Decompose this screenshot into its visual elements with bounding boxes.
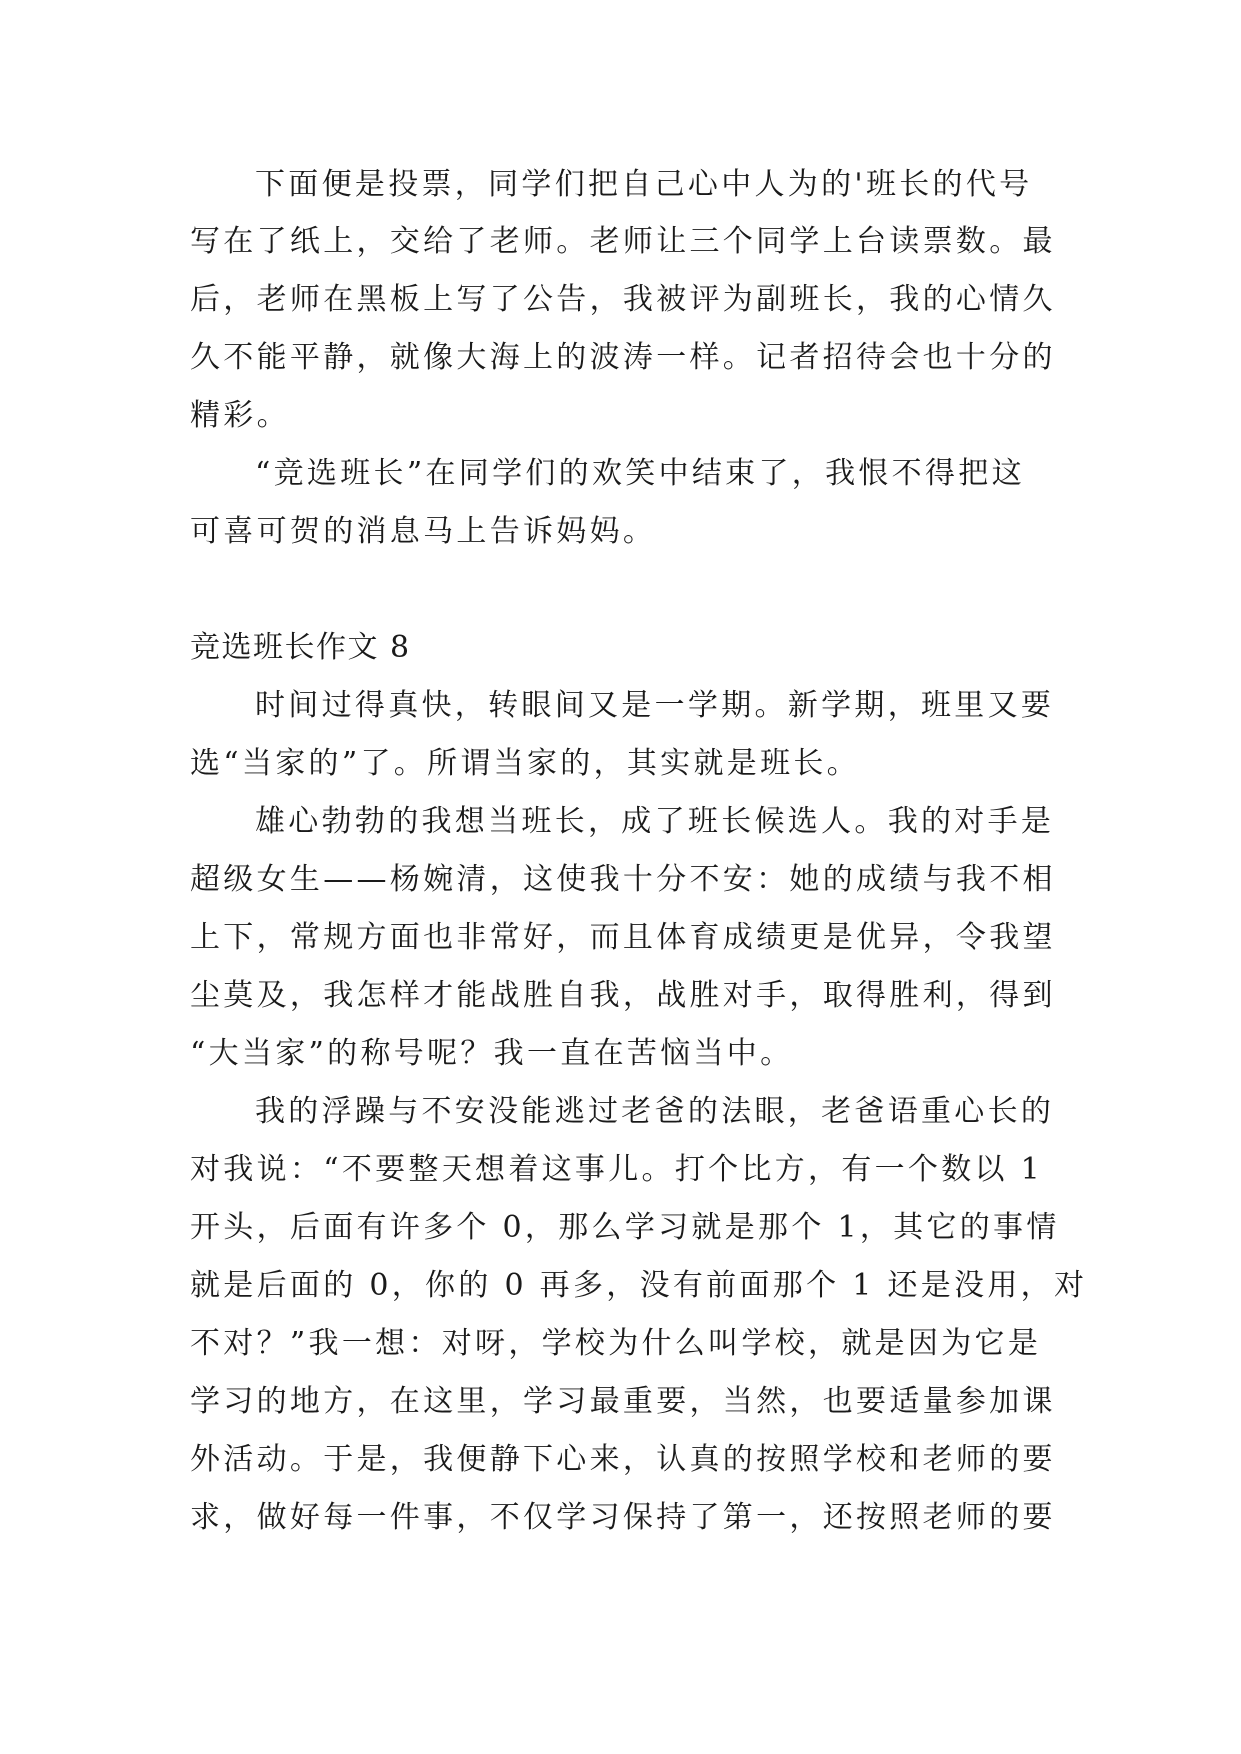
paragraph-line: “竞选班长”在同学们的欢笑中结束了，我恨不得把这: [255, 456, 1025, 491]
paragraph-line: 开头，后面有许多个 0，那么学习就是那个 1，其它的事情: [190, 1210, 1060, 1245]
section-heading: 竞选班长作文 8: [190, 630, 411, 665]
paragraph-line: 尘莫及，我怎样才能战胜自我，战胜对手，取得胜利，得到: [190, 978, 1056, 1013]
paragraph-line: 对我说：“不要整天想着这事儿。打个比方，有一个数以 1: [190, 1152, 1044, 1187]
paragraph-line: 不对？”我一想：对呀，学校为什么叫学校，就是因为它是: [190, 1326, 1042, 1361]
paragraph-line: 就是后面的 0，你的 0 再多，没有前面那个 1 还是没用，对: [190, 1268, 1088, 1303]
paragraph-line: 上下，常规方面也非常好，而且体育成绩更是优异，令我望: [190, 920, 1056, 955]
paragraph-line: 后，老师在黑板上写了公告，我被评为副班长，我的心情久: [190, 282, 1056, 317]
paragraph-line: “大当家”的称号呢？我一直在苦恼当中。: [190, 1036, 794, 1071]
paragraph-line: 超级女生——杨婉清，这使我十分不安：她的成绩与我不相: [190, 862, 1056, 897]
paragraph-line: 我的浮躁与不安没能逃过老爸的法眼，老爸语重心长的: [255, 1094, 1055, 1129]
paragraph-line: 可喜可贺的消息马上告诉妈妈。: [190, 514, 657, 549]
paragraph-line: 外活动。于是，我便静下心来，认真的按照学校和老师的要: [190, 1442, 1056, 1477]
paragraph-line: 写在了纸上，交给了老师。老师让三个同学上台读票数。最: [190, 224, 1056, 259]
paragraph-line: 求，做好每一件事，不仅学习保持了第一，还按照老师的要: [190, 1500, 1056, 1535]
paragraph-line: 学习的地方，在这里，学习最重要，当然，也要适量参加课: [190, 1384, 1056, 1419]
paragraph-line: 雄心勃勃的我想当班长，成了班长候选人。我的对手是: [255, 804, 1055, 839]
paragraph-line: 精彩。: [190, 398, 290, 433]
paragraph-line: 下面便是投票，同学们把自己心中人为的'班长的代号: [255, 167, 1033, 202]
paragraph-line: 久不能平静，就像大海上的波涛一样。记者招待会也十分的: [190, 340, 1056, 375]
paragraph-line: 时间过得真快，转眼间又是一学期。新学期，班里又要: [255, 688, 1055, 723]
paragraph-line: 选“当家的”了。所谓当家的，其实就是班长。: [190, 746, 860, 781]
